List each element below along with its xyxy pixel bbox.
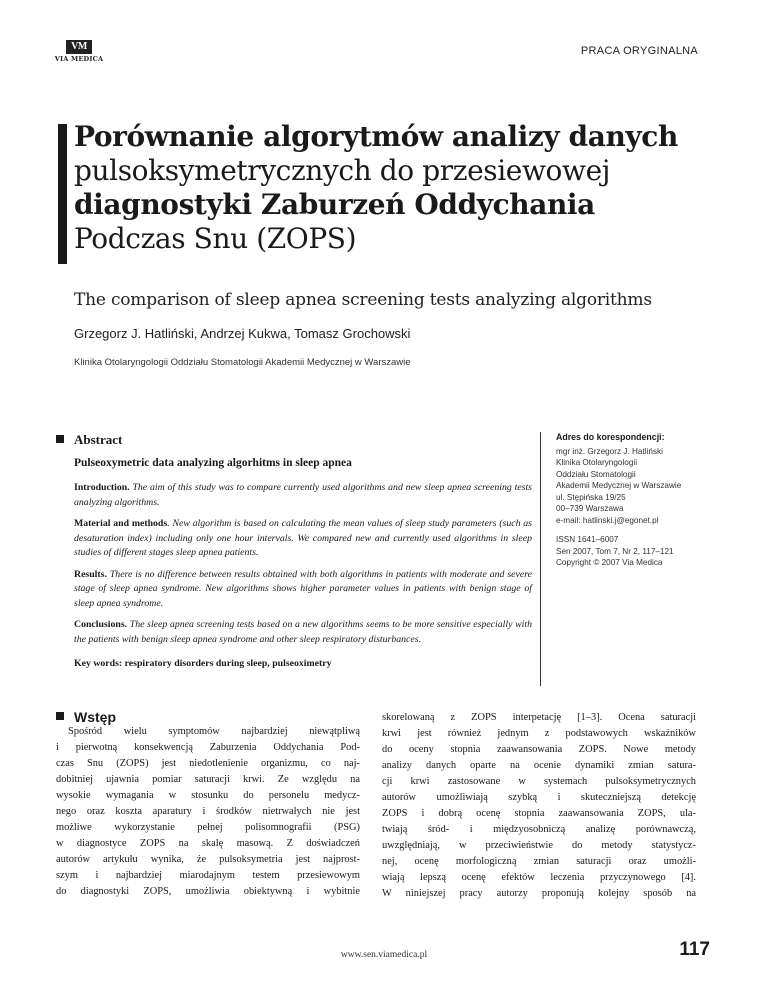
article-subtitle: The comparison of sleep apnea screening tests analyzing algorithms bbox=[74, 290, 652, 310]
body-text-line: uwzględniają, w przeciwieństwie do metody statystycz- bbox=[382, 840, 696, 851]
article-type-label: PRACA ORYGINALNA bbox=[580, 45, 698, 57]
page-number: 117 bbox=[679, 939, 710, 960]
body-column-left bbox=[56, 724, 360, 900]
body-text-line: analizy danych oparte na ocenie dynamiki zmian satura- bbox=[382, 760, 696, 771]
title-line: diagnostyki Zaburzeń Oddychania bbox=[74, 188, 595, 221]
article-title bbox=[74, 120, 694, 256]
section-label: Results. bbox=[74, 568, 107, 580]
via-medica-logo-text: VIA MEDICA bbox=[54, 55, 104, 63]
publisher-logo bbox=[52, 40, 106, 64]
title-accent-bar bbox=[58, 124, 67, 264]
title-line: pulsoksymetrycznych do przesiewowej bbox=[74, 154, 611, 187]
correspondence-line: Oddziału Stomatologii bbox=[556, 469, 636, 479]
affiliation: Klinika Otolaryngologii Oddziału Stomatologii Akademii Medycznej w Warszawie bbox=[74, 357, 411, 368]
correspondence-line: mgr inż. Grzegorz J. Hatliński bbox=[556, 446, 663, 456]
body-text-line: ZOPS i dobrą ocenę stopnia zaawansowania ZOPS, ula- bbox=[382, 808, 696, 819]
body-text-line: do oceny stopnia zaawansowania ZOPS. Nowe metody bbox=[382, 744, 696, 755]
section-text: The sleep apnea screening tests based on a new algorithms seems to be more sensitive especially with the patients with benign sleep apnea syndrome and other sleep respiratory disturbances. bbox=[74, 619, 532, 645]
keywords: Key words: respiratory disorders during sleep, pulseoximetry bbox=[74, 658, 332, 669]
body-text-line: nego oraz koszta aparatury i środków nietrwałych nie jest bbox=[56, 806, 360, 817]
via-medica-logo-mark: VM bbox=[66, 40, 92, 54]
square-bullet-icon bbox=[56, 712, 64, 720]
correspondence-heading: Adres do korespondencji: bbox=[556, 432, 665, 442]
correspondence-email: e-mail: hatlinski.j@egonet.pl bbox=[556, 515, 659, 525]
correspondence-line: Klinika Otolaryngologii bbox=[556, 458, 638, 467]
body-column-right bbox=[382, 710, 696, 902]
title-line: Podczas Snu (ZOPS) bbox=[74, 222, 357, 255]
section-label: Material and methods bbox=[74, 518, 168, 529]
section-heading-text: Wstęp bbox=[74, 709, 116, 725]
section-label: Conclusions. bbox=[74, 619, 128, 630]
body-text-line: do diagnostyki ZOPS, umożliwia obiektywną i wybitnie bbox=[56, 886, 360, 897]
section-text: There is no difference between results obtained with both algorithms in patients with moderate and severe stage of sleep apnea syndrome. New algorithms shows higher parameter values in patients with benign stage of sleep apnea syndrome. bbox=[74, 568, 532, 609]
body-text-line: w diagnostyce ZOPS na skalę masową. Z doświadczeń bbox=[56, 838, 360, 849]
abstract-subheading: Pulseoxymetric data analyzing algorhitms in sleep apnea bbox=[74, 457, 352, 469]
correspondence-line: 00–739 Warszawa bbox=[556, 504, 624, 513]
body-text-line: krwi jest również jednym z podstawowych wskaźników bbox=[382, 728, 696, 739]
abstract-methods bbox=[74, 517, 532, 561]
correspondence-line: ul. Stępińska 19/25 bbox=[556, 492, 626, 502]
section-text: The aim of this study was to compare currently used algorithms and new sleep apnea screening tests analyzing algorithms. bbox=[74, 482, 532, 508]
body-text-line: skorelowaną z ZOPS interpetację [1–3]. Ocena saturacji bbox=[382, 712, 696, 723]
abstract-heading-text: Abstract bbox=[74, 432, 123, 447]
body-text-line: możliwe wykorzystanie pełnej polisomnografii (PSG) bbox=[56, 822, 360, 833]
journal-url: www.sen.viamedica.pl bbox=[340, 950, 428, 960]
column-divider bbox=[540, 432, 541, 686]
abstract-heading bbox=[56, 432, 122, 448]
body-text-line: dobitniej ujawnia pomiar saturacji krwi. Ze względu na bbox=[56, 774, 360, 785]
body-text-line: szym i najbardziej miarodajnym testem przesiewowym bbox=[56, 870, 360, 881]
body-text-line: Spośród wielu symptomów najbardziej niewątpliwą bbox=[68, 726, 360, 737]
body-text-line: twiają śród- i międzyosobniczą analizę porównawczą, bbox=[382, 824, 696, 835]
correspondence-line: Akademii Medycznej w Warszawie bbox=[556, 481, 682, 490]
journal-citation: Sen 2007, Tom 7, Nr 2, 117–121 bbox=[556, 546, 674, 556]
body-text-line: wiają lepszą ocenę efektów leczenia przyczynowego [4]. bbox=[382, 872, 696, 883]
body-text-line: autorów umożliwiają szybką i skuteczniejszą detekcję bbox=[382, 792, 696, 803]
authors: Grzegorz J. Hatliński, Andrzej Kukwa, Tomasz Grochowski bbox=[74, 326, 411, 341]
body-text-line: czas Snu (ZOPS) jest niedotlenienie organizmu, co naj- bbox=[56, 758, 360, 769]
abstract-introduction bbox=[74, 481, 532, 510]
section-text: . New algorithm is based on calculating the mean values of sleep study parameters (such as desaturation index) including only one hour intervals. We compared new and currently used algorithms in sleep studies of different stages sleep apnea patients. bbox=[74, 518, 532, 558]
body-text-line: autorów artykułu wynika, że pulsoksymetria jest najprost- bbox=[56, 854, 360, 865]
body-text-line: nej, ocenę morfologiczną zmian saturacji oraz umożli- bbox=[382, 856, 696, 867]
abstract-results bbox=[74, 568, 532, 612]
section-label: Introduction. bbox=[74, 482, 130, 493]
abstract-body bbox=[74, 450, 532, 671]
correspondence-block bbox=[556, 432, 716, 569]
body-text-line: W niniejszej pracy autorzy proponują kolejny sposób na bbox=[382, 888, 696, 899]
body-text-line: cji krwi zastosowane w systemach pulsoksymetrycznych bbox=[382, 776, 696, 787]
copyright: Copyright © 2007 Via Medica bbox=[556, 558, 663, 567]
title-line: Porównanie algorytmów analizy danych bbox=[74, 120, 678, 153]
abstract-conclusions bbox=[74, 618, 532, 647]
body-text-line: wysokie wymagania w stosunku do personelu medycz- bbox=[56, 790, 360, 801]
issn: ISSN 1641–6007 bbox=[556, 535, 619, 544]
square-bullet-icon bbox=[56, 435, 64, 443]
body-text-line: i pierwotną konsekwencją Zaburzenia Oddychania Pod- bbox=[56, 742, 360, 753]
